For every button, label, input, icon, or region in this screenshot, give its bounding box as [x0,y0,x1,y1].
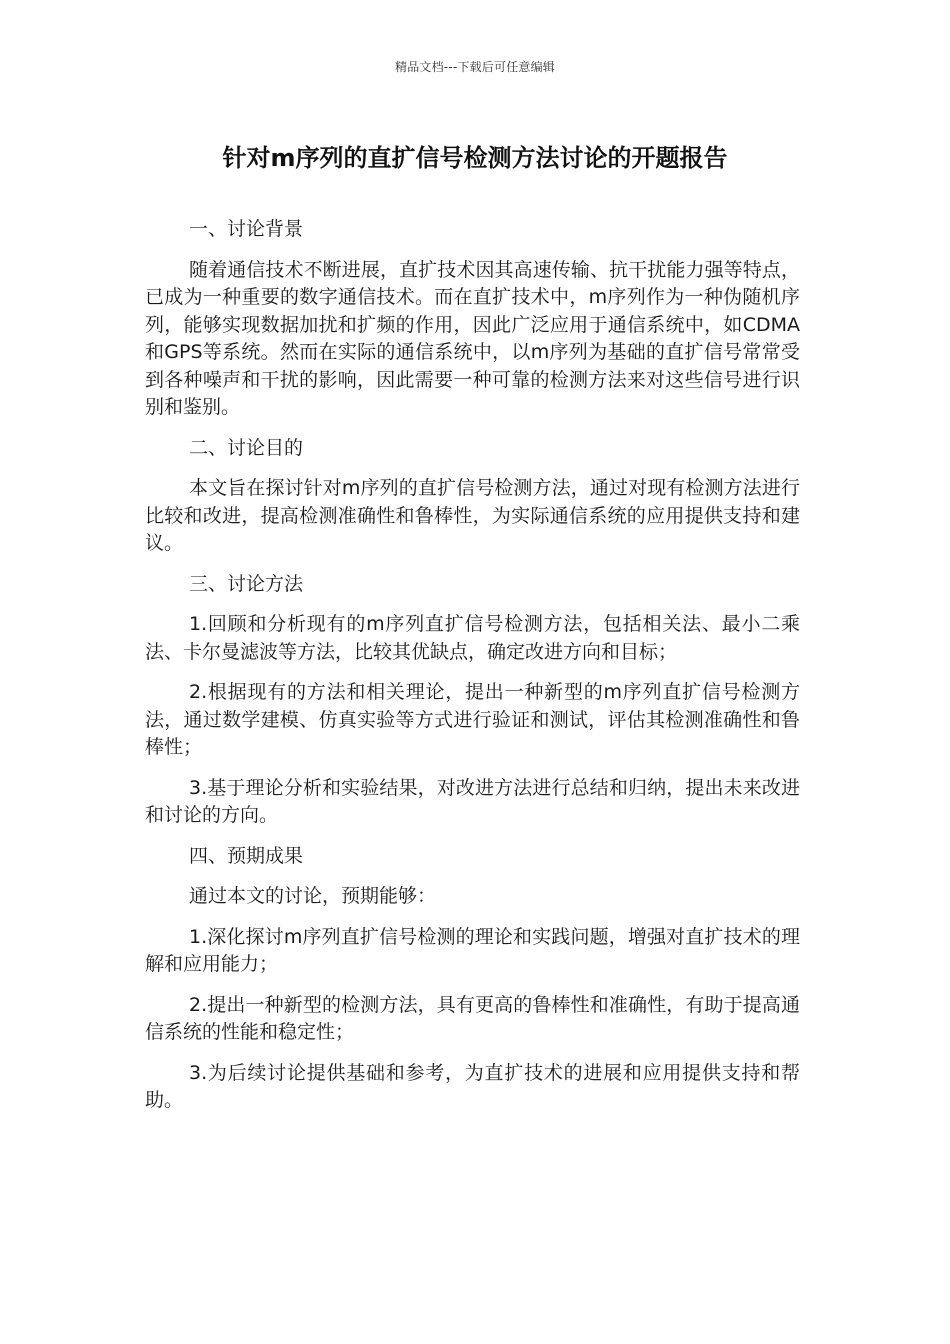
paragraph-purpose: 本文旨在探讨针对m序列的直扩信号检测方法，通过对现有检测方法进行比较和改进，提高检测准确性和鲁棒性，为实际通信系统的应用提供支持和建议。 [145,477,800,554]
paragraph-outcome-1: 1.深化探讨m序列直扩信号检测的理论和实践问题，增强对直扩技术的理解和应用能力； [145,925,800,975]
header-watermark: 精品文档---下载后可任意编辑 [395,60,555,74]
section-heading-purpose: 二、讨论目的 [189,436,304,459]
paragraph-method-3: 3.基于理论分析和实验结果，对改进方法进行总结和归纳，提出未来改进和讨论的方向。 [145,776,800,826]
paragraph-outcome-3: 3.为后续讨论提供基础和参考，为直扩技术的进展和应用提供支持和帮助。 [145,1061,800,1111]
document-title: 针对m序列的直扩信号检测方法讨论的开题报告 [222,144,728,172]
paragraph-background: 随着通信技术不断进展，直扩技术因其高速传输、抗干扰能力强等特点，已成为一种重要的数字通信技术。而在直扩技术中，m序列作为一种伪随机序列，能够实现数据加扰和扩频的作用，因此广泛应用于通信系统中，如CDMA和GPS等系统。然而在实际的通信系统中，以m序列为基础的直扩信号常常受到各种噪声和干扰的影响，因此需要一种可靠的检测方法来对这些信号进行识别和鉴别。 [145,258,800,418]
section-heading-outcomes: 四、预期成果 [189,844,304,867]
section-heading-method: 三、讨论方法 [189,572,304,595]
paragraph-method-1: 1.回顾和分析现有的m序列直扩信号检测方法，包括相关法、最小二乘法、卡尔曼滤波等方法，比较其优缺点，确定改进方向和目标； [145,613,800,663]
document-body [145,216,800,1128]
section-heading-background: 一、讨论背景 [189,218,304,240]
paragraph-method-2: 2.根据现有的方法和相关理论，提出一种新型的m序列直扩信号检测方法，通过数学建模、仿真实验等方式进行验证和测试，评估其检测准确性和鲁棒性； [145,681,800,758]
paragraph-outcome-2: 2.提出一种新型的检测方法，具有更高的鲁棒性和准确性，有助于提高通信系统的性能和稳定性； [145,993,800,1043]
paragraph-outcomes-intro: 通过本文的讨论，预期能够： [189,885,437,907]
